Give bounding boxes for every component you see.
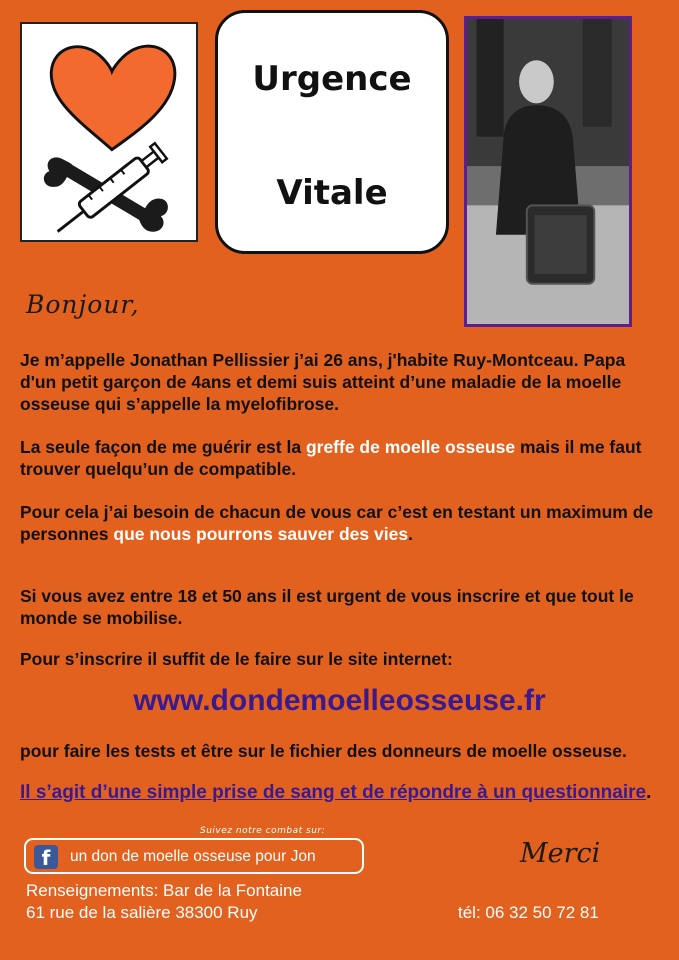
paragraph-age: Si vous avez entre 18 et 50 ans il est urgent de vous inscrire et que tout le monde se mobilise.: [20, 586, 634, 628]
contact-phone: tél: 06 32 50 72 81: [458, 903, 599, 922]
title-bubble: [215, 10, 449, 254]
paragraph-tests: pour faire les tests et être sur le fichier des donneurs de moelle osseuse.: [20, 741, 627, 761]
greeting: Bonjour,: [26, 290, 140, 319]
title-line-vitale: Vitale: [276, 173, 388, 213]
paragraph-appeal-end: .: [408, 524, 413, 544]
contact-place: Renseignements: Bar de la Fontaine: [26, 881, 302, 900]
paragraph-register: Pour s’inscrire il suffit de le faire sur le site internet:: [20, 649, 453, 669]
heart-syringe-logo: [20, 22, 198, 242]
paragraph-appeal-start: Pour cela j’ai besoin de chacun de vous car c’est en testant un maximum de personnes: [20, 502, 654, 544]
merci-signature: Merci: [520, 838, 601, 869]
paragraph-simple-blood-test: [20, 781, 662, 804]
facebook-page-label: un don de moelle osseuse pour Jon: [70, 848, 316, 865]
portrait-photo: [464, 16, 632, 327]
website-link[interactable]: www.dondemoelleosseuse.fr: [133, 684, 546, 717]
paragraph-appeal: [20, 501, 662, 545]
facebook-icon: f: [34, 845, 58, 869]
blood-test-period: .: [646, 782, 652, 803]
highlight-greffe: greffe de moelle osseuse: [305, 437, 516, 457]
paragraph-treatment-end: mais il me faut trouver quelqu’un de compatible.: [20, 437, 642, 479]
paragraph-treatment-start: La seule façon de me guérir est la: [20, 437, 306, 457]
paragraph-intro: Je m’appelle Jonathan Pellissier j’ai 26 ans, j'habite Ruy-Montceau. Papa d'un petit garçon de 4ans et demi suis atteint d’une maladie de la moelle osseuse qui s’appelle la myelofibrose.: [20, 350, 626, 414]
blood-test-text: Il s’agit d’une simple prise de sang et de répondre à un questionnaire: [20, 782, 647, 803]
follow-caption: Suivez notre combat sur:: [200, 826, 326, 836]
highlight-sauver: que nous pourrons sauver des vies: [113, 524, 409, 544]
contact-address: 61 rue de la salière 38300 Ruy: [26, 903, 258, 922]
paragraph-treatment: [20, 436, 662, 480]
facebook-page-link[interactable]: [24, 838, 364, 874]
title-line-urgence: Urgence: [252, 59, 412, 99]
